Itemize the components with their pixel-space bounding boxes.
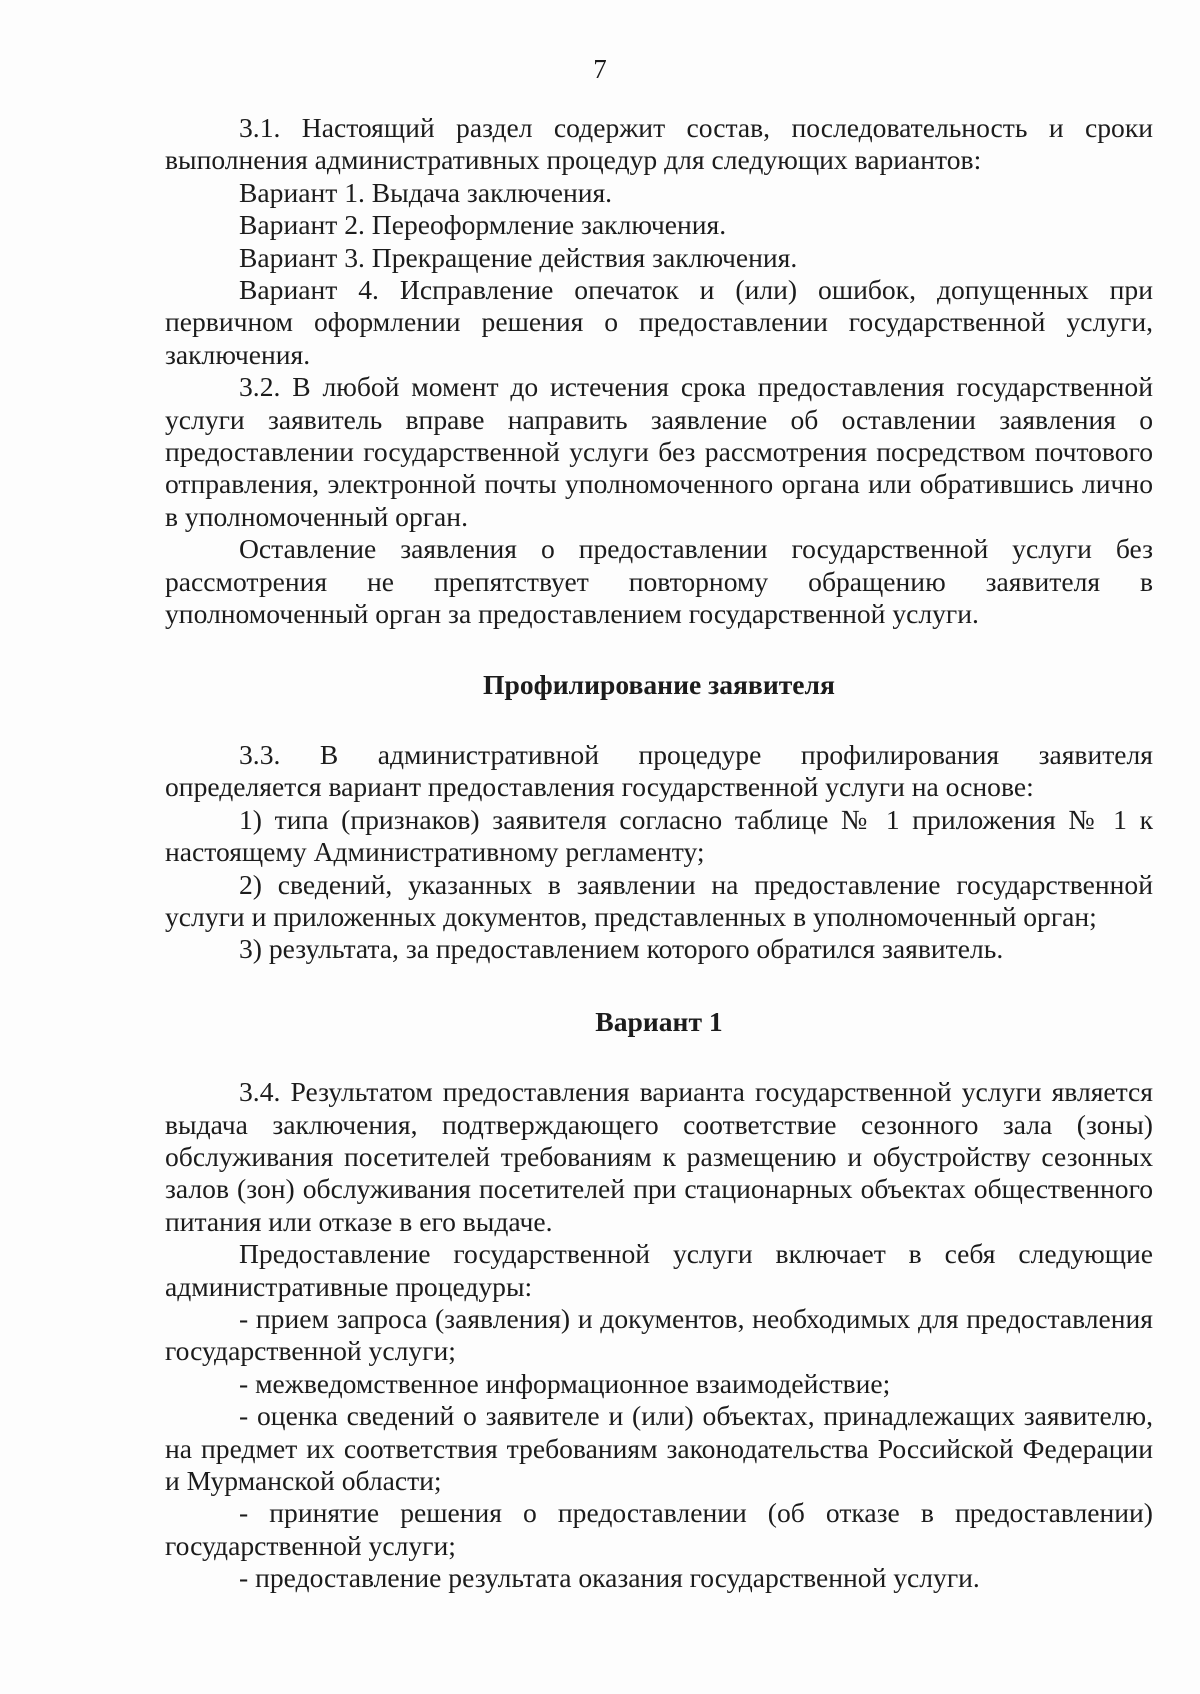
paragraph-3-2: 3.2. В любой момент до истечения срока предоставления государственной услуги заявитель вправе направить заявление об оставлении заявления о предоставлении государственной услуги без рассмотрения посредством почтового отправления, электронной почты уполномоченного органа или обратившись лично в уполномоченный орган. (165, 371, 1153, 532)
procedure-item-4: - принятие решения о предоставлении (об отказе в предоставлении) государственной услуги; (165, 1497, 1153, 1561)
variant-1-item: Вариант 1. Выдача заключения. (239, 176, 613, 208)
paragraph-3-3: 3.3. В административной процедуре профилирования заявителя определяется вариант предоставления государственной услуги на основе: (165, 738, 1153, 803)
paragraph-leaving-application: Оставление заявления о предоставлении государственной услуги без рассмотрения не препятствует повторному обращению заявителя в уполномоченный орган за предоставлением государственной услуги. (165, 533, 1153, 630)
paragraph-3-1: 3.1. Настоящий раздел содержит состав, последовательность и сроки выполнения административных процедур для следующих вариантов: (165, 112, 1153, 176)
variant-2-item: Вариант 2. Переоформление заключения. (239, 209, 727, 241)
procedure-item-5: - предоставление результата оказания государственной услуги. (239, 1562, 980, 1594)
variant-3-item: Вариант 3. Прекращение действия заключения. (239, 241, 798, 273)
document-body (165, 112, 1153, 1595)
profiling-item-3: 3) результата, за предоставлением которого обратился заявитель. (239, 933, 1004, 965)
heading-variant-1: Вариант 1 (595, 1005, 723, 1037)
procedure-item-3: - оценка сведений о заявителе и (или) объектах, принадлежащих заявителю, на предмет их соответствия требованиям законодательства Российской Федерации и Мурманской области; (165, 1400, 1153, 1497)
paragraph-procedures-intro: Предоставление государственной услуги включает в себя следующие административные процедуры: (165, 1238, 1153, 1302)
procedure-item-2: - межведомственное информационное взаимодействие; (239, 1367, 891, 1399)
paragraph-3-4: 3.4. Результатом предоставления варианта государственной услуги является выдача заключения, подтверждающего соответствие сезонного зала (зоны) обслуживания посетителей требованиям к размещению и обустройству сезонных залов (зон) обслуживания посетителей при стационарных объектах общественного питания или отказе в его выдаче. (165, 1076, 1153, 1237)
variant-4-item: Вариант 4. Исправление опечаток и (или) ошибок, допущенных при первичном оформлении решения о предоставлении государственной услуги, заключения. (165, 274, 1153, 370)
page-number: 7 (593, 54, 607, 84)
profiling-item-2: 2) сведений, указанных в заявлении на предоставление государственной услуги и приложенных документов, представленных в уполномоченный орган; (165, 868, 1153, 932)
profiling-item-1: 1) типа (признаков) заявителя согласно таблице № 1 приложения № 1 к настоящему Административному регламенту; (165, 803, 1153, 868)
heading-profiling: Профилирование заявителя (483, 668, 835, 700)
procedure-item-1: - прием запроса (заявления) и документов, необходимых для предоставления государственной услуги; (165, 1303, 1153, 1367)
